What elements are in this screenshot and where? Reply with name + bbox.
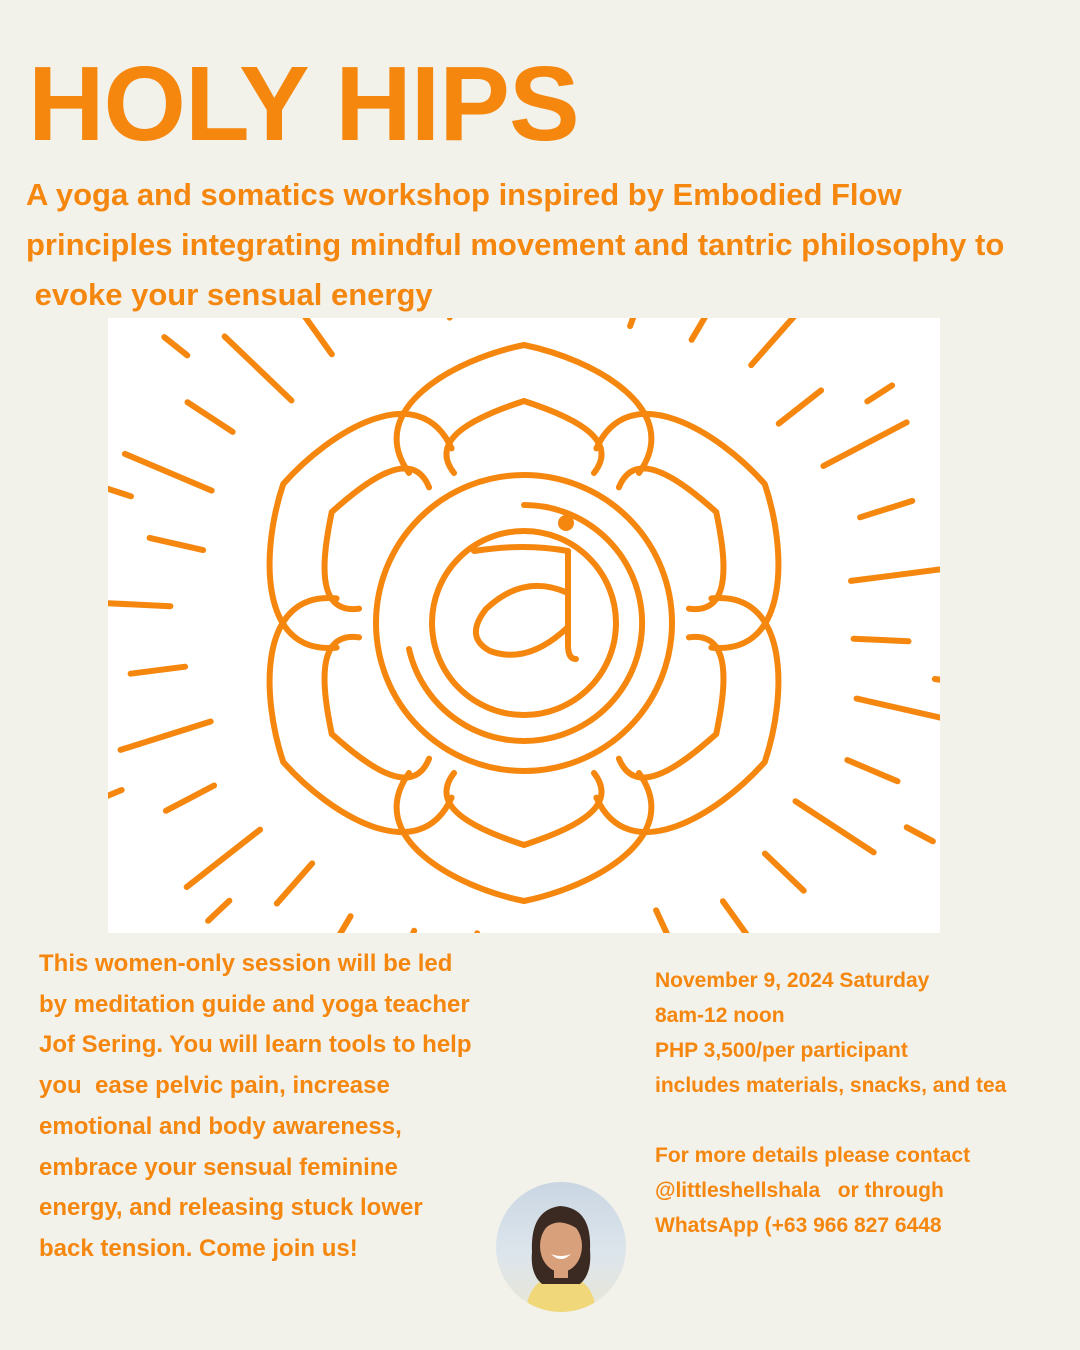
- contact-whatsapp[interactable]: WhatsApp (+63 966 827 6448: [655, 1214, 942, 1237]
- description-line: by meditation guide and yoga teacher: [39, 990, 470, 1018]
- crescent-ring: [409, 505, 642, 741]
- lotus-petal: [397, 773, 652, 901]
- sun-ray: [108, 602, 170, 607]
- sun-ray: [935, 679, 940, 683]
- lotus-petal: [397, 345, 652, 473]
- sun-ray: [851, 569, 940, 581]
- sun-ray: [188, 402, 233, 432]
- description-line: Jof Sering. You will learn tools to help: [39, 1031, 472, 1059]
- sun-ray: [860, 501, 912, 517]
- sun-ray: [125, 454, 212, 491]
- description-line: you ease pelvic pain, increase: [39, 1072, 390, 1100]
- sun-ray: [225, 336, 292, 400]
- sun-ray: [131, 667, 186, 674]
- sun-ray: [187, 830, 260, 887]
- sun-ray: [301, 318, 332, 354]
- subtitle-line: A yoga and somatics workshop inspired by Embodied Flow: [26, 177, 902, 212]
- sun-ray: [630, 318, 661, 326]
- lotus-petals-outer: [220, 345, 829, 901]
- lotus-petal-inner: [446, 401, 601, 473]
- event-date: November 9, 2024 Saturday: [655, 969, 930, 992]
- sun-ray: [108, 487, 131, 496]
- teacher-photo-icon: [496, 1182, 626, 1312]
- sun-ray: [854, 639, 909, 642]
- sun-ray: [692, 318, 719, 340]
- event-price: PHP 3,500/per participant: [655, 1039, 908, 1062]
- event-time: 8am-12 noon: [655, 1004, 785, 1027]
- sun-ray: [751, 318, 812, 365]
- sun-ray: [208, 901, 229, 921]
- sun-ray: [723, 901, 776, 933]
- contact-line: For more details please contact: [655, 1144, 971, 1167]
- sun-ray: [277, 863, 312, 903]
- sun-ray: [121, 722, 211, 750]
- sun-ray: [166, 786, 214, 811]
- workshop-description: [39, 944, 559, 1270]
- description-line: emotional and body awareness,: [39, 1112, 402, 1140]
- subtitle-line: principles integrating mindful movement and tantric philosophy to: [26, 227, 1005, 262]
- sun-ray: [796, 801, 874, 852]
- sun-ray: [108, 790, 122, 801]
- lotus-petals-inner: [293, 401, 755, 845]
- subtitle-line: evoke your sensual energy: [26, 277, 433, 312]
- chakra-illustration: [108, 318, 940, 933]
- lotus-ring-outer: [376, 475, 672, 771]
- sun-ray: [656, 910, 678, 933]
- description-line: This women-only session will be led: [39, 950, 453, 977]
- contact-handle[interactable]: @littleshellshala or through: [655, 1179, 944, 1202]
- sun-ray: [150, 538, 204, 550]
- subtitle: [26, 170, 1076, 320]
- sun-ray: [907, 827, 933, 841]
- event-details: [655, 963, 1006, 1243]
- page-title: HOLY HIPS: [28, 45, 579, 163]
- lotus-petal-inner: [446, 773, 601, 845]
- sun-ray: [847, 760, 897, 781]
- sun-ray: [164, 337, 187, 355]
- sun-ray: [396, 931, 414, 933]
- description-line: embrace your sensual feminine: [39, 1153, 398, 1181]
- sun-ray: [304, 916, 351, 933]
- event-includes: includes materials, snacks, and tea: [655, 1074, 1007, 1097]
- sun-ray: [823, 422, 906, 466]
- description-line: energy, and releasing stuck lower: [39, 1194, 423, 1222]
- sun-ray: [779, 390, 821, 423]
- description-line: back tension. Come join us!: [39, 1234, 358, 1262]
- sun-ray: [867, 385, 892, 401]
- avatar-portrait: [496, 1182, 626, 1312]
- lotus-ring-inner: [432, 531, 616, 715]
- sun-rays: [108, 318, 940, 933]
- sacral-chakra-icon: [108, 318, 940, 933]
- sun-ray: [765, 854, 804, 891]
- spacer: [655, 1103, 1006, 1138]
- sun-ray: [857, 699, 940, 720]
